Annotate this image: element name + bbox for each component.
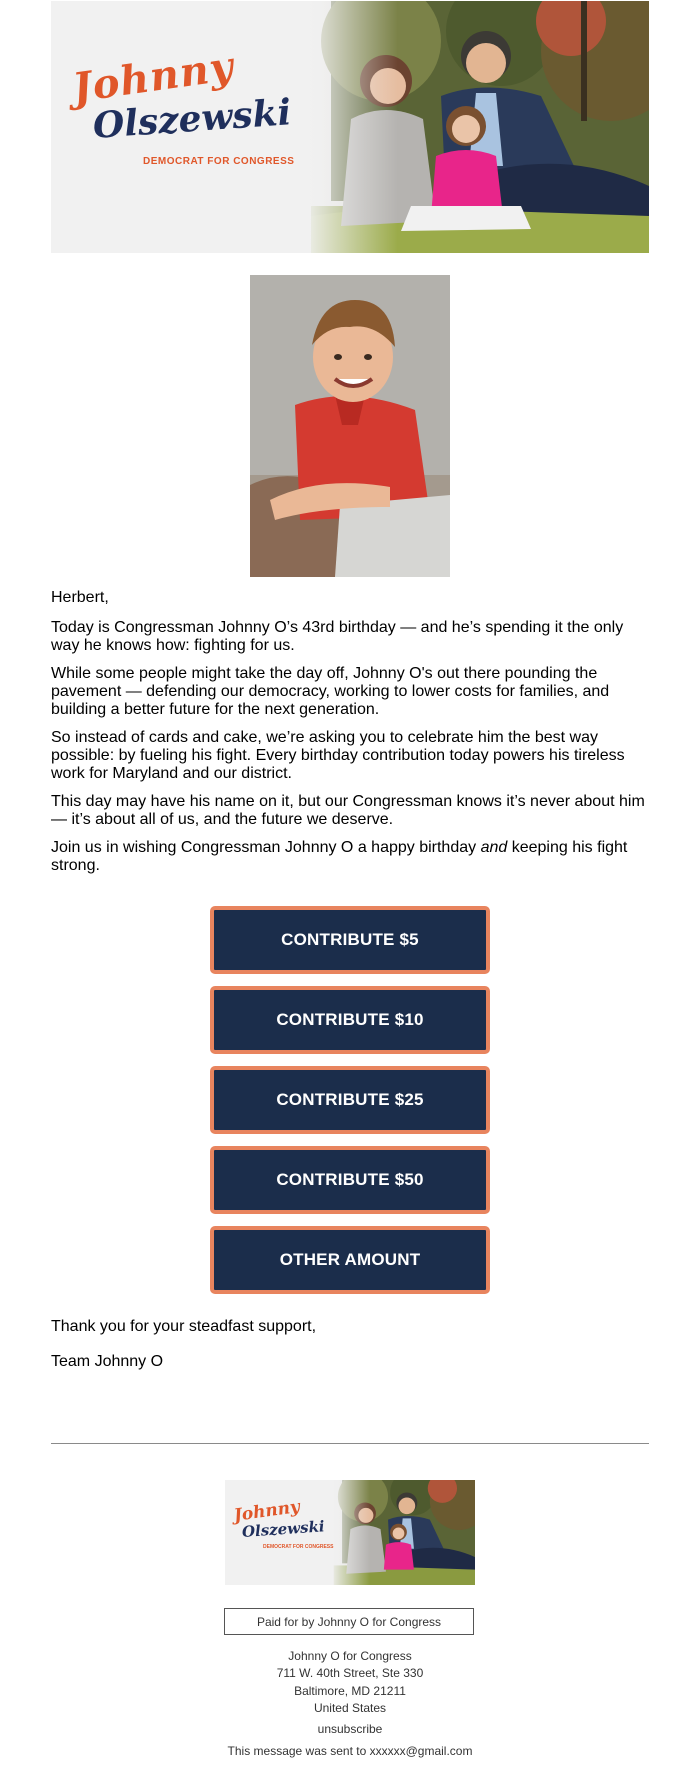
other-amount-button[interactable]: OTHER AMOUNT [210, 1226, 490, 1294]
email-body [51, 589, 651, 885]
logo-tagline: DEMOCRAT FOR CONGRESS [143, 156, 295, 167]
body-paragraph: While some people might take the day off, Johnny O's out there pounding the pavement — defending our democracy, working to lower costs for families, and building a better future for the next generation. [51, 665, 610, 718]
paid-for-disclaimer: Paid for by Johnny O for Congress [224, 1608, 474, 1635]
footer-banner [225, 1480, 475, 1585]
footer-logo-first-name: Johnny [232, 1496, 302, 1526]
contribute-50-button[interactable]: CONTRIBUTE $50 [210, 1146, 490, 1214]
footer-street: 711 W. 40th Street, Ste 330 [276, 1666, 424, 1680]
unsubscribe-link[interactable]: unsubscribe [317, 1722, 383, 1736]
body-paragraph-final [51, 839, 651, 875]
footer-city: Baltimore, MD 21211 [294, 1684, 406, 1698]
closing-thanks: Thank you for your steadfast support, [51, 1318, 317, 1335]
footer-logo-last-name: Olszewski [241, 1517, 326, 1541]
body-paragraph: So instead of cards and cake, we’re asking you to celebrate him the best way possible: by fueling his fight. Every birthday contribution today powers his tireless work for Maryland and our district. [51, 729, 625, 782]
child-portrait [250, 275, 450, 577]
contribute-25-button[interactable]: CONTRIBUTE $25 [210, 1066, 490, 1134]
greeting: Herbert, [51, 589, 109, 606]
childhood-photo [250, 275, 450, 577]
logo-last-name: Olszewski [91, 91, 293, 147]
sent-to-notice: This message was sent to xxxxxx@gmail.com [227, 1744, 473, 1758]
body-paragraph: Today is Congressman Johnny O’s 43rd birthday — and he’s spending it the only way he knows how: fighting for us. [51, 619, 624, 654]
signature: Team Johnny O [51, 1353, 164, 1370]
final-text-after: keeping his fight strong. [51, 839, 628, 874]
contribute-5-button[interactable]: CONTRIBUTE $5 [210, 906, 490, 974]
footer-logo-tagline: DEMOCRAT FOR CONGRESS [263, 1544, 334, 1550]
contribute-10-button[interactable]: CONTRIBUTE $10 [210, 986, 490, 1054]
logo-first-name: Johnny [69, 42, 237, 112]
body-paragraph: This day may have his name on it, but our Congressman knows it’s never about him — it’s about all of us, and the future we deserve. [51, 793, 645, 828]
footer-divider [51, 1443, 649, 1444]
final-text-emphasis: and [480, 839, 508, 856]
footer-org-name: Johnny O for Congress [288, 1649, 412, 1663]
header-banner [51, 1, 649, 253]
footer-country: United States [313, 1701, 387, 1715]
final-text-before: Join us in wishing Congressman Johnny O a happy birthday [51, 839, 481, 856]
